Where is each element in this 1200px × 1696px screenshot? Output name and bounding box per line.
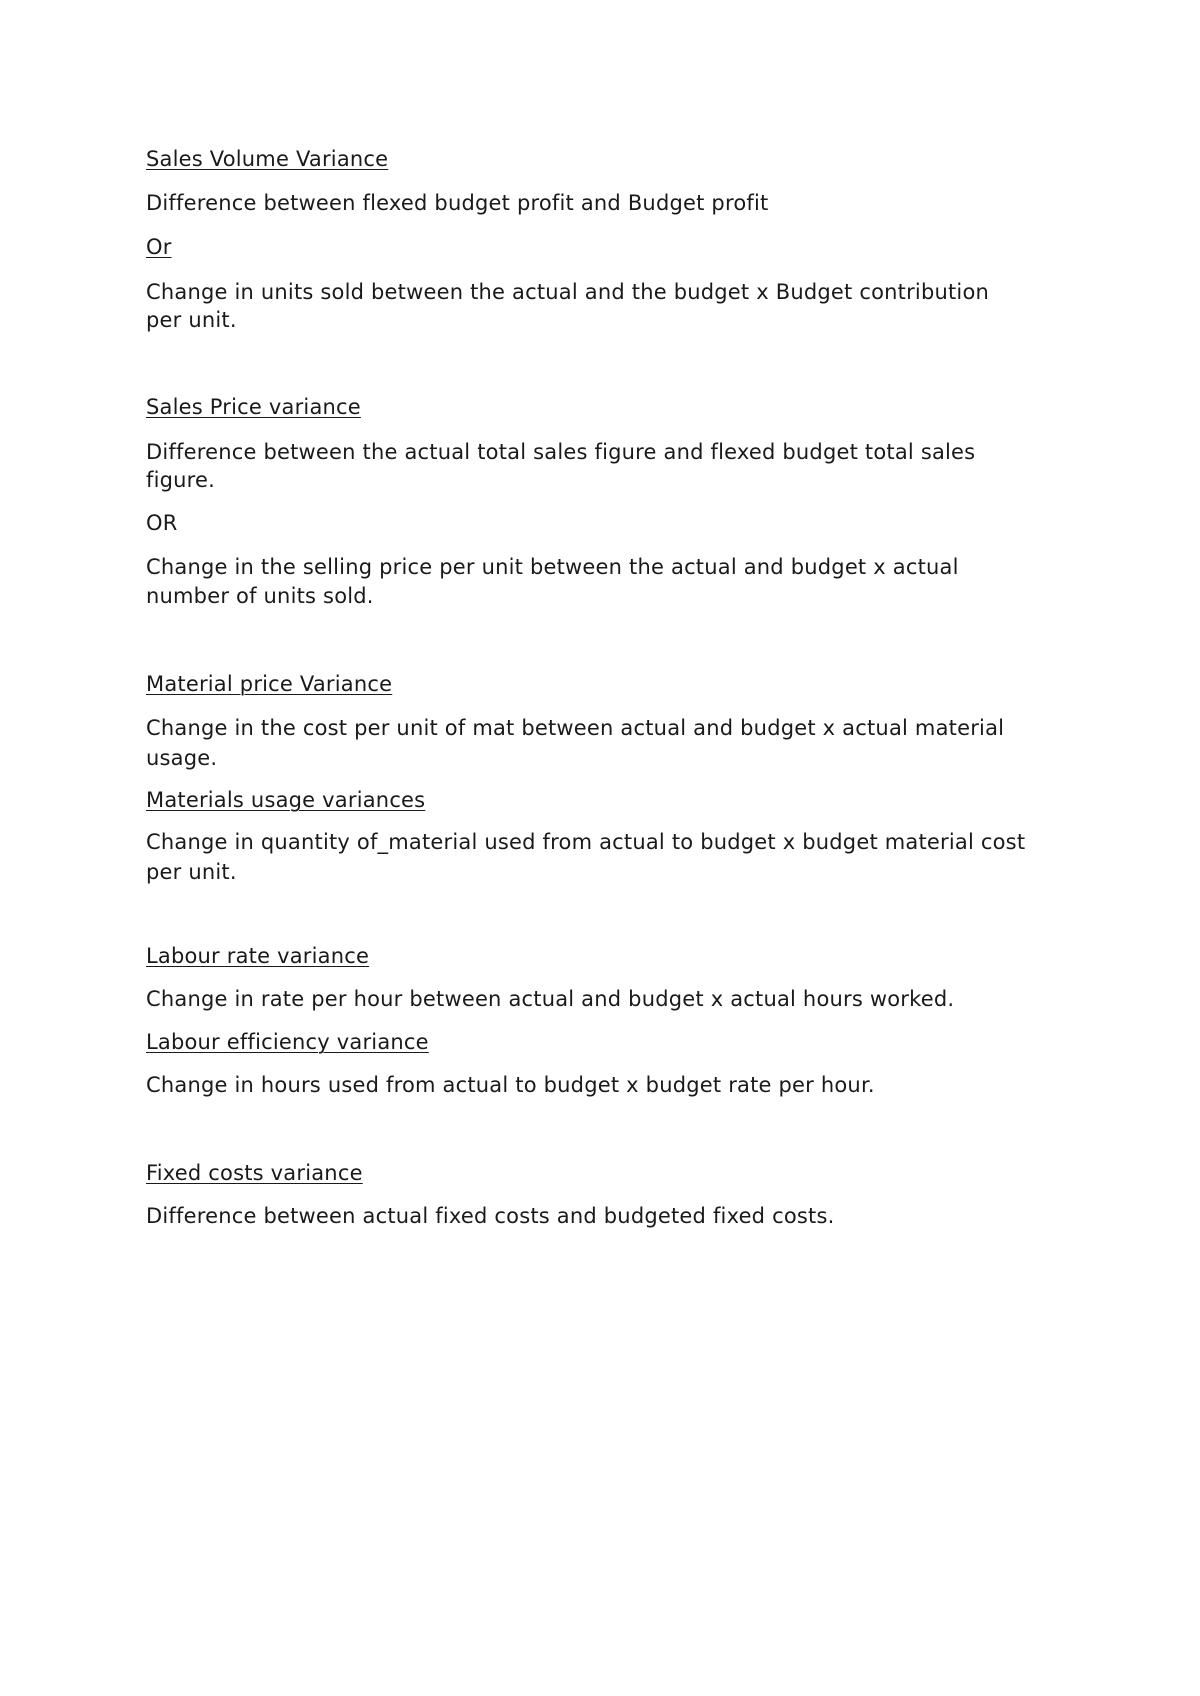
material-price-variance-heading: Material price Variance — [146, 672, 393, 696]
sales-volume-alt-definition-line2: per unit. — [146, 308, 237, 332]
fixed-costs-definition: Difference between actual fixed costs and budgeted fixed costs. — [146, 1204, 835, 1228]
sales-price-or: OR — [146, 511, 178, 535]
sales-price-alt-definition-line2: number of units sold. — [146, 584, 374, 608]
material-price-definition-line1: Change in the cost per unit of mat between actual and budget x actual material — [146, 716, 1005, 740]
sales-price-definition-line1: Difference between the actual total sales figure and flexed budget total sales — [146, 440, 976, 464]
labour-efficiency-variance-heading: Labour efficiency variance — [146, 1030, 429, 1054]
sales-volume-definition: Difference between flexed budget profit and Budget profit — [146, 191, 769, 215]
labour-rate-definition: Change in rate per hour between actual and budget x actual hours worked. — [146, 987, 955, 1011]
sales-volume-alt-definition-line1: Change in units sold between the actual and the budget x Budget contribution — [146, 280, 990, 304]
sales-price-alt-definition-line1: Change in the selling price per unit between the actual and budget x actual — [146, 555, 959, 579]
sales-volume-variance-heading: Sales Volume Variance — [146, 147, 389, 171]
material-price-definition-line2: usage. — [146, 746, 218, 770]
labour-rate-variance-heading: Labour rate variance — [146, 944, 370, 968]
materials-usage-definition-line2: per unit. — [146, 860, 237, 884]
sales-price-variance-heading: Sales Price variance — [146, 395, 361, 419]
fixed-costs-variance-heading: Fixed costs variance — [146, 1161, 363, 1185]
sales-price-definition-line2: figure. — [146, 468, 216, 492]
materials-usage-variances-heading: Materials usage variances — [146, 788, 426, 812]
materials-usage-definition-line1: Change in quantity of_material used from actual to budget x budget material cost — [146, 830, 1026, 854]
sales-volume-or: Or — [146, 235, 172, 259]
labour-efficiency-definition: Change in hours used from actual to budget x budget rate per hour. — [146, 1073, 875, 1097]
